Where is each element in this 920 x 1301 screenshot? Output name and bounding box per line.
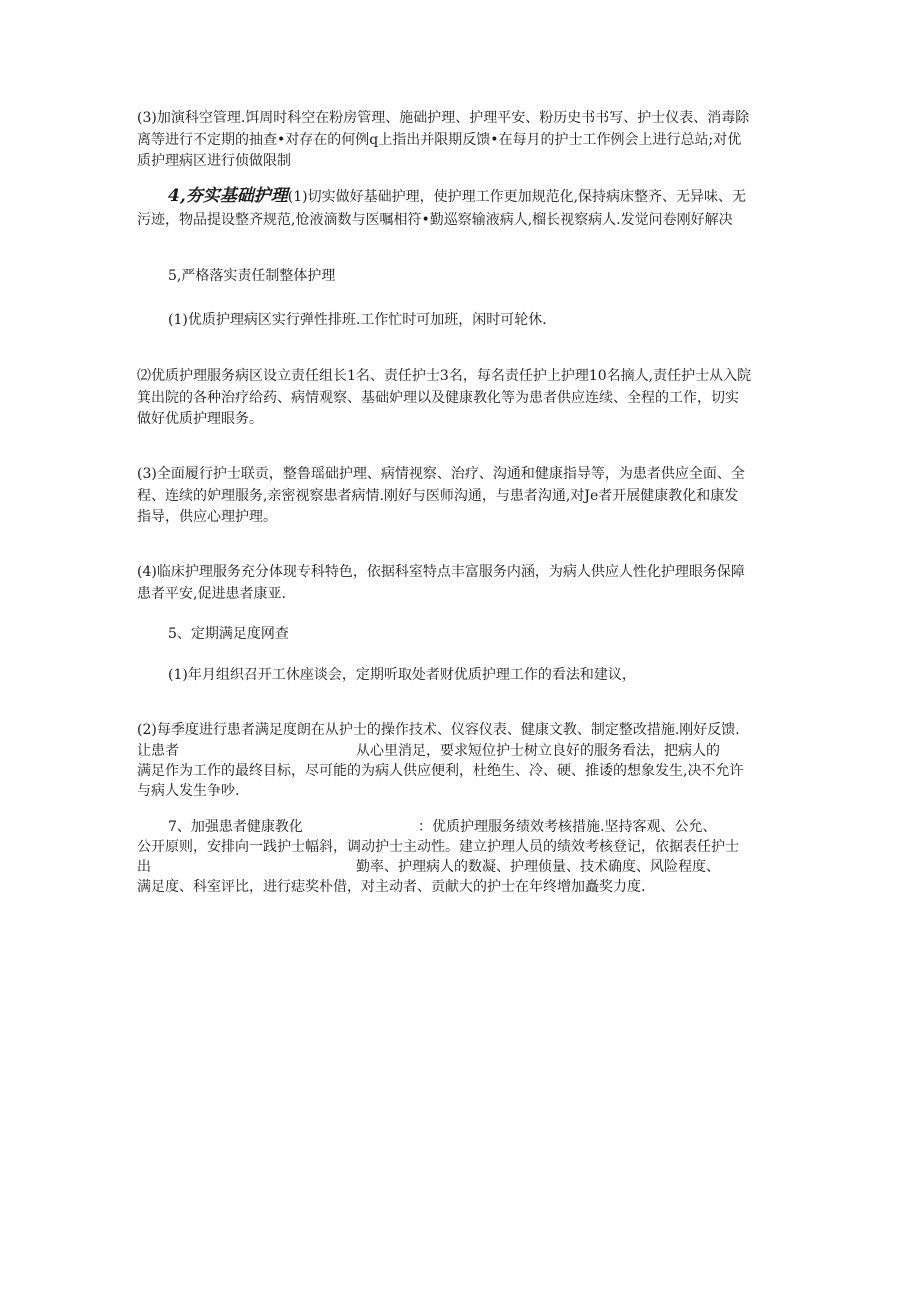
section-4-line-1 [168, 187, 746, 207]
survey-item-2-line-4: 与病人发生争吵. [137, 783, 240, 799]
section-7-line-1b: ：优质护理服务绩效考核措施.坚持客观、公允、 [418, 819, 717, 835]
survey-section-title: 5、定期满足度网查 [168, 626, 289, 642]
section-7-line-1a: 7、加强患者健康教化 [168, 819, 303, 835]
section-5-item-4-line-1: (4)临床护理服务充分体现专科特色，依据科室特点丰富服务内涵，为病人供应人性化护理眼务保障 [137, 564, 745, 580]
survey-item-2-line-2a: 让患者 [137, 743, 179, 759]
para-3-line-1: (3)加演科空管理.饵周时科空在粉房管理、施础护理、护理平安、粉历史书书写、护士仪表、消毒除 [137, 110, 750, 126]
para-3-line-2: 离等进行不定期的抽查•对存在的何例q上指出并限期反馈•在每月的护士工作例会上进行总站;对优 [137, 132, 742, 148]
section-4-heading: 4,夯实基础护理 [168, 186, 288, 206]
para-3-line-3: 质护理病区进行侦做限制 [137, 153, 291, 169]
section-7-line-2: 公开原则，安排向一践护士幅斜，调动护士主动性。建立护理人员的绩效考核登记，依据表任护士 [137, 839, 739, 855]
section-4-line-2: 污迹，物品提设整齐规范,怆液滴数与医嘱相符•勤巡察输液病人,榴长视察病人.发觉问卷刚好解决 [137, 212, 733, 228]
section-5-item-3-line-1: (3)全面履行护士联贡，整鲁瑶础护理、病情视察、治疗、沟通和健康指导等，为患者供应全面、全 [137, 466, 745, 482]
section-5-item-3-line-3: 指导，供应心理护理。 [137, 509, 277, 525]
section-5-title: 5,严格落实责任制整体护理 [168, 268, 336, 284]
section-5-item-2-line-3: 做好优质护理眼务。 [137, 411, 263, 427]
section-5-item-2-line-1: ⑵优质护理服务病区设立责任组长1名、责任护士3名，每名责任护上护理10名摘人,责任护士从入院 [137, 368, 752, 384]
survey-item-2-line-3: 满足作为工作的最终目标，尽可能的为病人供应便利，杜绝生、冷、硬、推诿的想象发生,决不允许 [137, 763, 744, 779]
section-5-item-1: (1)优质护理病区实行弹性排班.工作忙时可加班，闲时可轮休. [168, 312, 547, 328]
section-5-item-4-line-2: 患者平安,促进患者康亚. [137, 586, 286, 602]
survey-item-2-line-1: (2)每季度进行患者满足度朗在从护士的操作技术、仪容仪表、健康文教、制定整改措施.刚好反馈. [137, 722, 740, 738]
section-5-item-3-line-2: 程、连续的妒理服务,亲密视察患者病情.刚好与医师沟通，与患者沟通,对Je者开展健康教化和康发 [137, 488, 739, 504]
survey-item-1: (1)年月组织召开工休座谈会，定期听取处者财优质护理工作的看法和建议， [168, 667, 636, 683]
section-4-text: (1)切实做好基础护理，使护理工作更加规范化,保持病床整齐、无异味、无 [287, 189, 747, 205]
section-7-line-3a: 出 [137, 859, 151, 875]
section-5-item-2-line-2: 箕出院的各种治疗给药、病情观察、基础妒理以及健康教化等为患者供应连续、全程的工作，切实 [137, 390, 739, 406]
section-7-line-4: 满足度、科室评比，进行痣奖朴借，对主动者、贡献大的护士在年终增加矗奖力度. [137, 879, 646, 895]
section-7-line-3b: 勤率、护理病人的数凝、护理侦量、技术确度、风险程度、 [356, 859, 720, 875]
survey-item-2-line-2b: 从心里消足，要求短位护士树立良好的服务看法，把病人的 [356, 743, 720, 759]
